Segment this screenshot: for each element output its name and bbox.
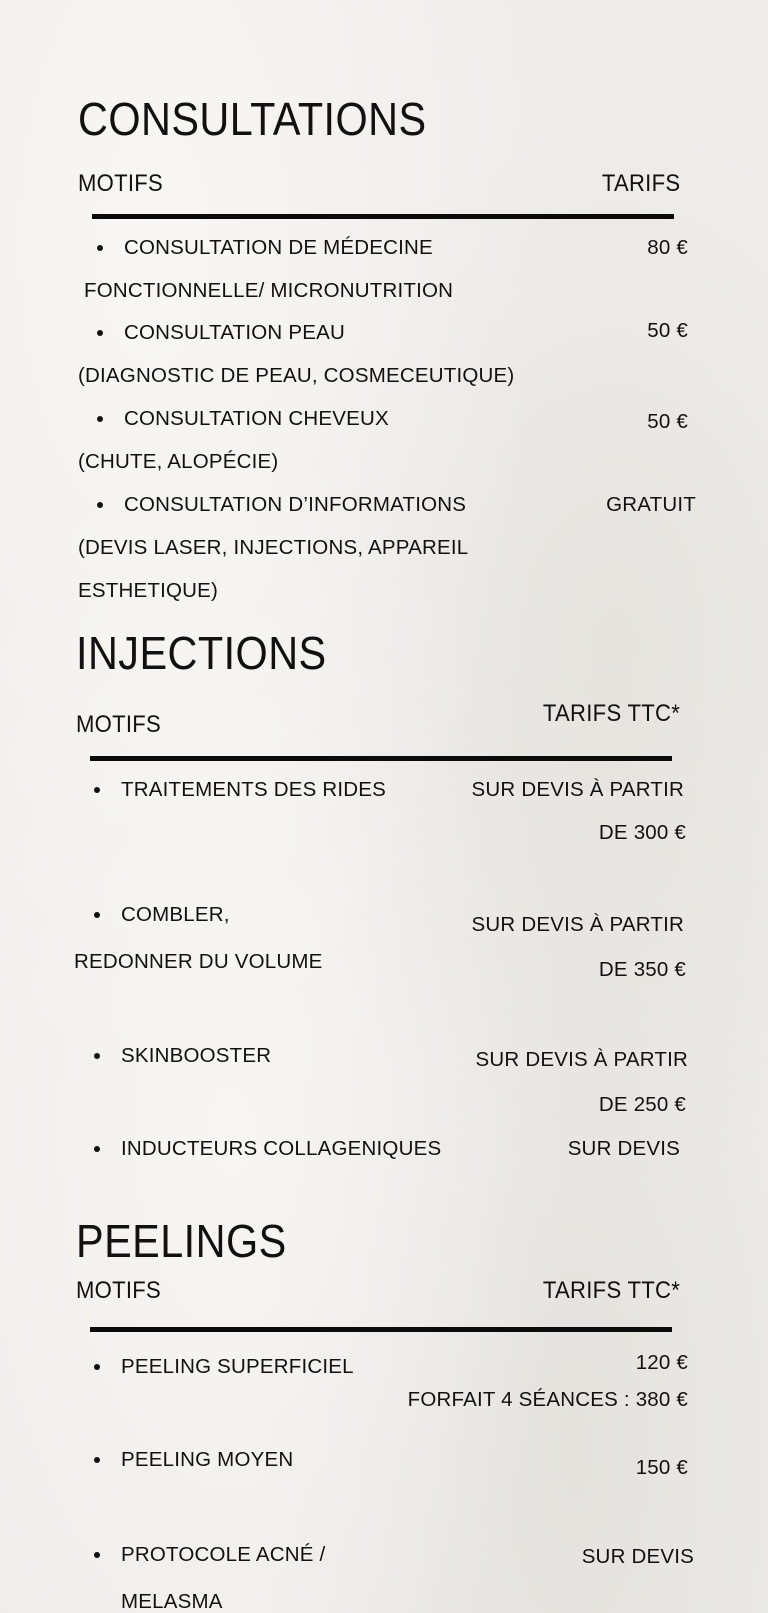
protocole-acne-label: PROTOCOLE ACNÉ / — [121, 1543, 326, 1566]
peelings-divider — [90, 1327, 672, 1332]
injections-col-motifs: MOTIFS — [76, 711, 162, 738]
consultation-medecine-sub: FONCTIONNELLE/ MICRONUTRITION — [84, 279, 454, 302]
injection-rides-price-amount: DE 300 € — [598, 821, 686, 844]
injection-skinbooster-price-amount: DE 250 € — [598, 1093, 686, 1116]
consultation-cheveux-sub: (CHUTE, ALOPÉCIE) — [78, 450, 279, 473]
consultations-col-motifs: MOTIFS — [78, 170, 164, 197]
consultations-col-tarifs: TARIFS — [601, 170, 680, 197]
consultation-medecine-price: 80 € — [647, 236, 688, 259]
protocole-acne-price: SUR DEVIS — [581, 1545, 694, 1568]
injection-combler-price: SUR DEVIS À PARTIR — [471, 913, 684, 936]
injection-rides-label: TRAITEMENTS DES RIDES — [121, 778, 387, 801]
injection-skinbooster-price: SUR DEVIS À PARTIR — [475, 1048, 688, 1071]
consultation-informations-price: GRATUIT — [606, 493, 696, 516]
peeling-superficiel-label: PEELING SUPERFICIEL — [121, 1355, 354, 1378]
consultations-divider — [92, 214, 674, 219]
injection-inducteurs-price: SUR DEVIS — [567, 1137, 680, 1160]
injections-divider — [90, 756, 672, 761]
consultation-medecine-label: CONSULTATION DE MÉDECINE — [124, 236, 433, 259]
consultation-informations-sub: (DEVIS LASER, INJECTIONS, APPAREIL — [78, 536, 469, 559]
consultation-informations-sub2: ESTHETIQUE) — [78, 579, 219, 602]
peelings-col-tarifs: TARIFS TTC* — [542, 1277, 680, 1304]
injection-inducteurs-label: INDUCTEURS COLLAGENIQUES — [121, 1137, 442, 1160]
protocole-acne-sub: MELASMA — [121, 1590, 223, 1613]
consultation-cheveux-price: 50 € — [647, 410, 688, 433]
consultations-title: CONSULTATIONS — [78, 93, 427, 145]
injection-combler-sub: REDONNER DU VOLUME — [74, 950, 323, 973]
peeling-superficiel-price: 120 € — [635, 1351, 688, 1374]
injection-rides-price: SUR DEVIS À PARTIR — [471, 778, 684, 801]
consultation-peau-price: 50 € — [647, 319, 688, 342]
peeling-moyen-price: 150 € — [635, 1456, 688, 1479]
injections-col-tarifs: TARIFS TTC* — [542, 700, 680, 727]
injection-combler-label: COMBLER, — [121, 903, 230, 926]
peeling-moyen-label: PEELING MOYEN — [121, 1448, 294, 1471]
peelings-title: PEELINGS — [76, 1215, 287, 1267]
consultation-cheveux-label: CONSULTATION CHEVEUX — [124, 407, 389, 430]
peelings-col-motifs: MOTIFS — [76, 1277, 162, 1304]
consultation-informations-label: CONSULTATION D’INFORMATIONS — [124, 493, 467, 516]
peeling-superficiel-forfait: FORFAIT 4 SÉANCES : 380 € — [407, 1388, 688, 1411]
injection-skinbooster-label: SKINBOOSTER — [121, 1044, 272, 1067]
consultation-peau-label: CONSULTATION PEAU — [124, 321, 345, 344]
injection-combler-price-amount: DE 350 € — [598, 958, 686, 981]
consultation-peau-sub: (DIAGNOSTIC DE PEAU, COSMECEUTIQUE) — [78, 364, 515, 387]
injections-title: INJECTIONS — [76, 627, 327, 679]
